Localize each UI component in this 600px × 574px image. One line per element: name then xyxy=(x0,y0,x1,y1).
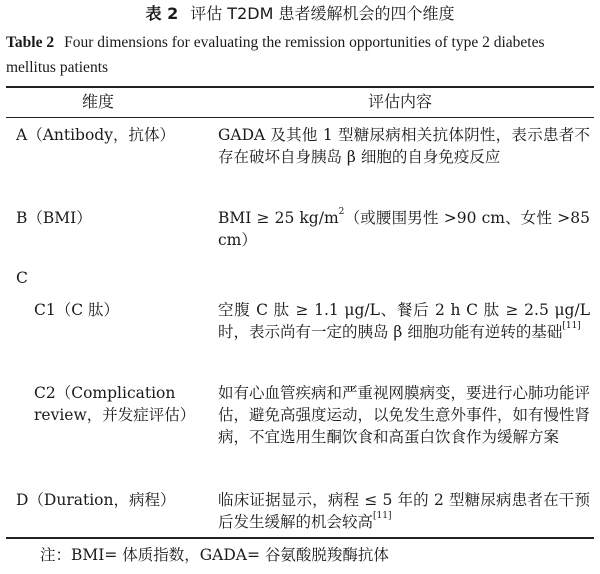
top-rule xyxy=(6,86,594,88)
table-caption-english xyxy=(6,30,596,80)
header-rule xyxy=(6,117,594,118)
dimension-cell-c1: C1（C 肽） xyxy=(34,301,120,319)
content-b-main: BMI ≥ 25 kg/m xyxy=(218,209,339,227)
table-title-chinese: 评估 T2DM 患者缓解机会的四个维度 xyxy=(190,4,455,23)
citation-ref-c1: [11] xyxy=(562,321,581,331)
citation-ref-d: [11] xyxy=(373,511,392,521)
content-d-text: 临床证据显示，病程 ≤ 5 年的 2 型糖尿病患者在干预后发生缓解的机会较高 xyxy=(218,491,590,531)
dimension-cell-c2: C2（Complication review，并发症评估） xyxy=(34,384,196,424)
column-header-content: 评估内容 xyxy=(367,92,432,111)
content-cell-c2: 如有心血管疾病和严重视网膜病变，要进行心肺功能评估，避免高强度运动，以免发生意外事件，如有慢性肾病，不宜选用生酮饮食和高蛋白饮食作为缓解方案 xyxy=(218,384,591,446)
dimension-cell-b: B（BMI） xyxy=(16,209,92,227)
table-label-english: Table 2 xyxy=(6,34,55,51)
table-title-english: Four dimensions for evaluating the remission opportunities of type 2 diabetes mellitus patients xyxy=(6,34,545,76)
table-label-chinese: 表 2 xyxy=(145,4,179,23)
content-cell-c1 xyxy=(218,299,590,343)
superscript-two: 2 xyxy=(338,207,345,217)
column-header-dimension: 维度 xyxy=(81,92,114,111)
content-cell-d xyxy=(218,489,590,533)
dimension-cell-a: A（Antibody，抗体） xyxy=(16,126,175,144)
content-cell-a: GADA 及其他 1 型糖尿病相关抗体阴性，表示患者不存在破坏自身胰岛 β 细胞的自身免疫反应 xyxy=(218,126,590,166)
content-b-waist: （或腰围男性 >90 cm、女性 >85 cm） xyxy=(218,209,590,249)
bottom-rule xyxy=(6,537,594,539)
content-cell-b xyxy=(218,207,590,251)
table-footnote: 注：BMI= 体质指数，GADA= 谷氨酸脱羧酶抗体 xyxy=(40,546,389,564)
content-c1-text: 空腹 C 肽 ≥ 1.1 μg/L、餐后 2 h C 肽 ≥ 2.5 μg/L 时，表示尚有一定的胰岛 β 细胞功能有逆转的基础 xyxy=(218,301,590,341)
dimension-cell-d: D（Duration，病程） xyxy=(16,491,176,509)
dimension-cell-c: C xyxy=(16,269,28,287)
table-caption-chinese xyxy=(0,4,600,24)
